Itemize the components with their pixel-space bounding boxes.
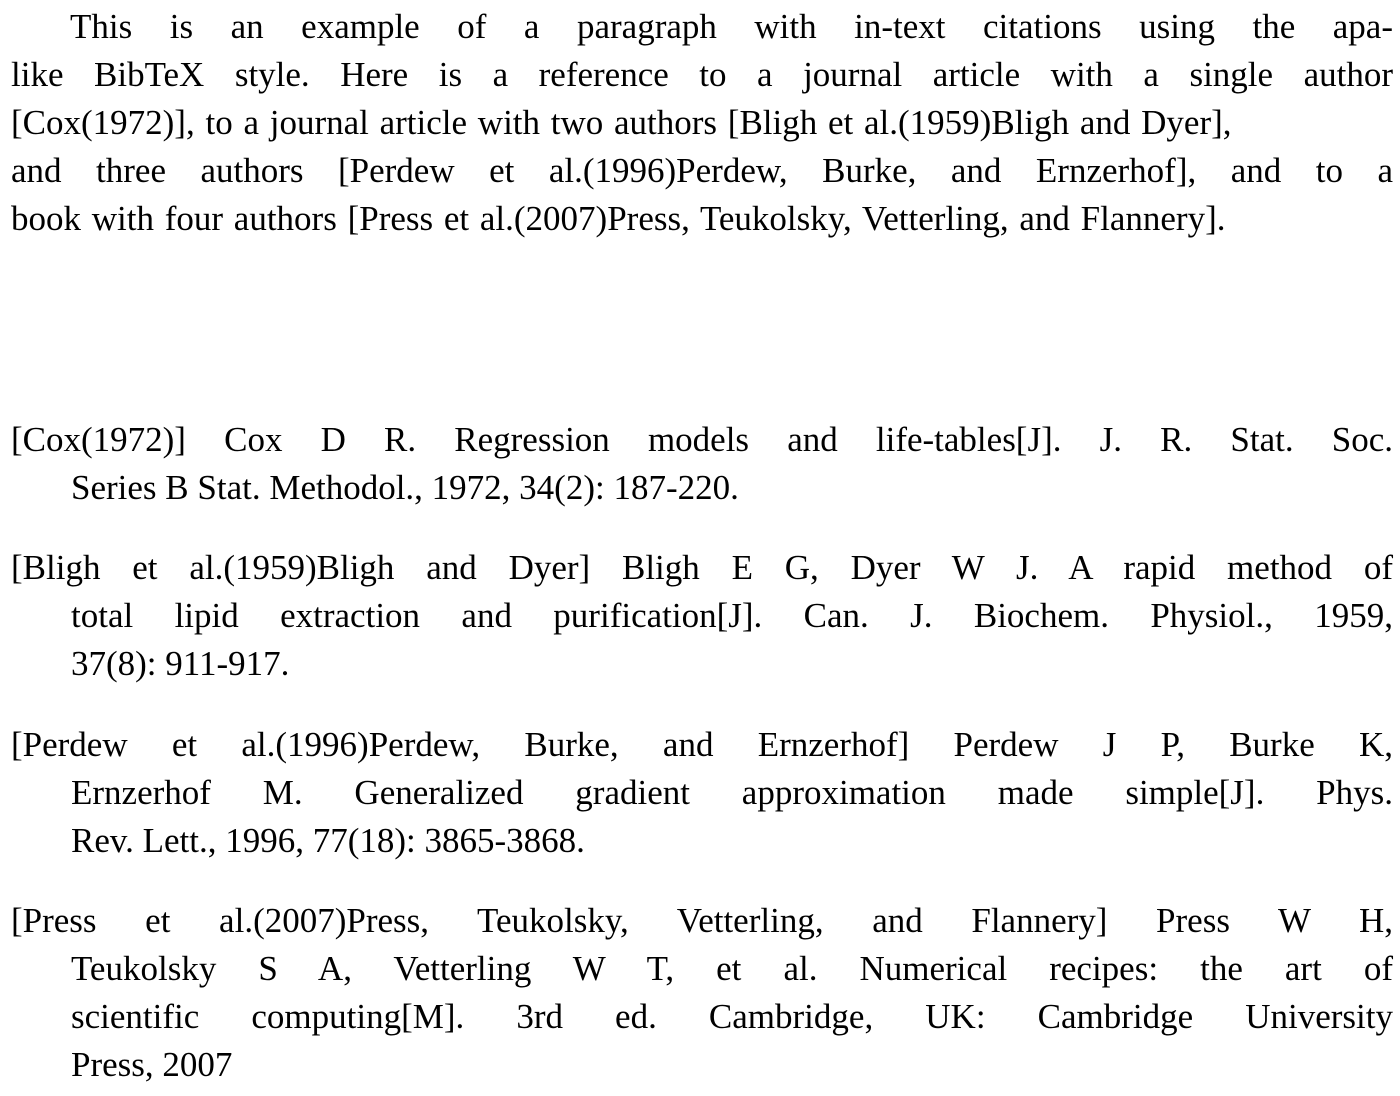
- reference-line: [Bligh et al.(1959)Bligh and Dyer] Bligh E G, Dyer W J. A rapid method of: [11, 548, 1393, 587]
- reference-line: Ernzerhof M. Generalized gradient approximation made simple[J]. Phys.: [71, 773, 1393, 812]
- reference-line: [Cox(1972)] Cox D R. Regression models and life-tables[J]. J. R. Stat. Soc.: [11, 420, 1393, 459]
- paragraph-line: and three authors [Perdew et al.(1996)Perdew, Burke, and Ernzerhof], and to a: [11, 151, 1393, 190]
- paragraph-line: book with four authors [Press et al.(2007)Press, Teukolsky, Vetterling, and Flannery].: [11, 199, 1226, 238]
- paragraph-line: [Cox(1972)], to a journal article with two authors [Bligh et al.(1959)Bligh and Dyer],: [11, 103, 1232, 142]
- reference-line: scientific computing[M]. 3rd ed. Cambridge, UK: Cambridge University: [71, 997, 1393, 1036]
- reference-line: [Press et al.(2007)Press, Teukolsky, Vetterling, and Flannery] Press W H,: [11, 901, 1393, 940]
- reference-line: Teukolsky S A, Vetterling W T, et al. Numerical recipes: the art of: [71, 949, 1393, 988]
- paragraph-line: This is an example of a paragraph with in-text citations using the apa-: [70, 7, 1393, 46]
- reference-line: 37(8): 911-917.: [71, 644, 290, 683]
- reference-line: total lipid extraction and purification[J]. Can. J. Biochem. Physiol., 1959,: [71, 596, 1393, 635]
- reference-line: Rev. Lett., 1996, 77(18): 3865-3868.: [71, 821, 585, 860]
- paragraph-line: like BibTeX style. Here is a reference to a journal article with a single author: [11, 55, 1393, 94]
- reference-line: Series B Stat. Methodol., 1972, 34(2): 187-220.: [71, 468, 739, 507]
- reference-line: Press, 2007: [71, 1045, 233, 1084]
- reference-line: [Perdew et al.(1996)Perdew, Burke, and Ernzerhof] Perdew J P, Burke K,: [11, 725, 1393, 764]
